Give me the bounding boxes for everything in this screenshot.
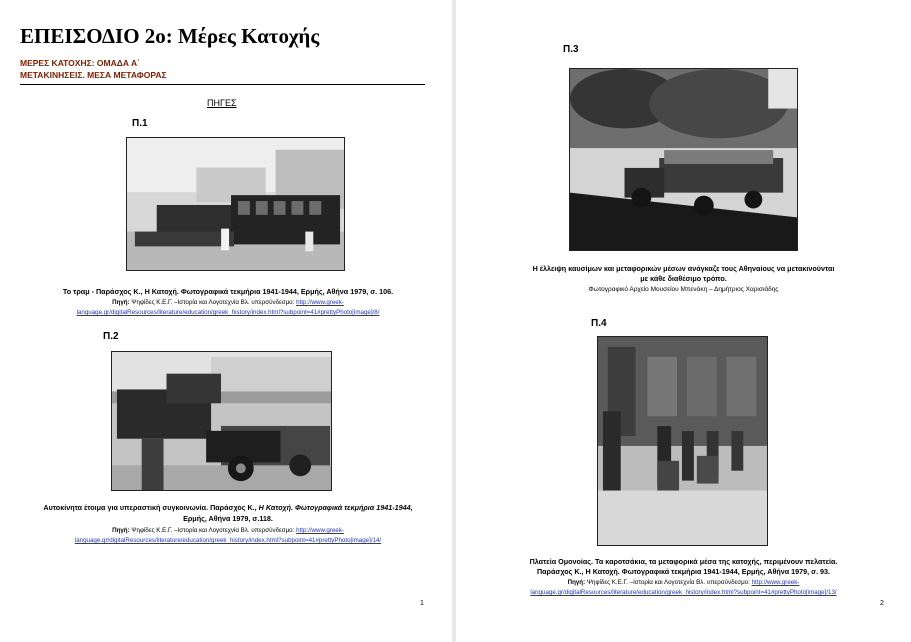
document-page-2 xyxy=(456,0,911,642)
source-label: Πηγή: xyxy=(112,299,130,306)
caption-p4-line1: Πλατεία Ομονοίας. Τα καροτσάκια, τα μεταφορικά μέσα της κατοχής, περιμένουν πελατεία. xyxy=(529,557,838,566)
figure-label-p4: Π.4 xyxy=(591,318,607,329)
source-link-part1[interactable]: http://www.greek- xyxy=(296,527,344,534)
source-link-part2[interactable]: language.gr/digitalResources/literature/education/greek_history/index.html?subpoint=41#prettyPhoto[image]/8/ xyxy=(76,309,380,316)
source-text: Ψηφίδες Κ.Ε.Γ. –Ιστορία και Λογοτεχνία Βλ. υπερσύνδεσμο: xyxy=(131,299,295,306)
caption-p1: Το τραμ - Παράσχος Κ., Η Κατοχή. Φωτογραφικά τεκμήρια 1941-1944, Ερμής, Αθήνα 1979, σ. 106. xyxy=(62,287,394,296)
source-line-p4 xyxy=(486,578,881,587)
caption-p2-line2: Ερμής, Αθήνα 1979, σ.118. xyxy=(183,514,273,523)
source-link-part1[interactable]: http://www.greek- xyxy=(296,299,344,306)
photo-omonoia-carts xyxy=(597,336,768,546)
source-line-p2 xyxy=(15,526,441,535)
photo-intercity-cars xyxy=(111,351,332,491)
source-link-line-p2 xyxy=(15,536,441,545)
source-link-part2[interactable]: language.gr/digitalResources/literature/education/greek_history/index.html?subpoint=41#prettyPhoto[image]/14/ xyxy=(74,537,382,544)
sources-heading: ΠΗΓΕΣ xyxy=(207,98,237,108)
document-page-1 xyxy=(0,0,452,642)
source-link-line-p1 xyxy=(15,308,441,317)
subtitle-group: ΜΕΡΕΣ ΚΑΤΟΧΗΣ: ΟΜΑΔΑ Α΄ xyxy=(20,58,140,68)
page-number: 1 xyxy=(420,600,424,607)
figure-label-p3: Π.3 xyxy=(563,44,579,55)
caption-p4-line2: Παράσχος Κ., Η Κατοχή. Φωτογραφικά τεκμήρια 1941-1944, Ερμής, Αθήνα 1979, σ. 93. xyxy=(536,567,831,576)
photo-tram xyxy=(126,137,345,271)
source-label: Πηγή: xyxy=(112,527,130,534)
photo-credit-p3: Φωτογραφικό Αρχείο Μουσείου Μπενάκη – Δημήτριος Χαρισιάδης xyxy=(588,286,779,293)
caption-p2-line1 xyxy=(15,503,441,513)
source-link-line-p4 xyxy=(486,588,881,597)
caption-p2-text: Αυτοκίνητα έτοιμα για υπεραστική συγκοινωνία. Παράσχος Κ., xyxy=(43,503,257,512)
figure-label-p1: Π.1 xyxy=(132,118,148,129)
source-text: Ψηφίδες Κ.Ε.Γ. –Ιστορία και Λογοτεχνία Βλ. υπερσύνδεσμο: xyxy=(586,579,750,586)
page-title: ΕΠΕΙΣΟΔΙΟ 2ο: Μέρες Κατοχής xyxy=(20,24,320,48)
caption-p3-line2: με κάθε διαθέσιμο τρόπο. xyxy=(640,274,727,283)
photo-truck xyxy=(569,68,798,251)
source-link-part2[interactable]: language.gr/digitalResources/literature/education/greek_history/index.html?subpoint=41#prettyPhoto[image]/13/ xyxy=(530,589,837,596)
source-label: Πηγή: xyxy=(567,579,586,586)
source-link-part1[interactable]: http://www.greek- xyxy=(751,579,800,586)
subtitle-topic: ΜΕΤΑΚΙΝΗΣΕΙΣ. ΜΕΣΑ ΜΕΤΑΦΟΡΑΣ xyxy=(20,70,167,80)
divider xyxy=(20,84,425,85)
page-number: 2 xyxy=(880,600,884,607)
source-line-p1 xyxy=(15,298,441,307)
caption-p3-line1: Η έλλειψη καυσίμων και μεταφορικών μέσων ανάγκαζε τους Αθηναίους να μετακινούνται xyxy=(532,264,835,273)
caption-p2-book-title: Η Κατοχή. Φωτογραφικά τεκμήρια 1941-1944, xyxy=(258,503,413,512)
source-text: Ψηφίδες Κ.Ε.Γ. –Ιστορία και Λογοτεχνία Βλ. υπερσύνδεσμο: xyxy=(131,527,295,534)
figure-label-p2: Π.2 xyxy=(103,331,119,342)
